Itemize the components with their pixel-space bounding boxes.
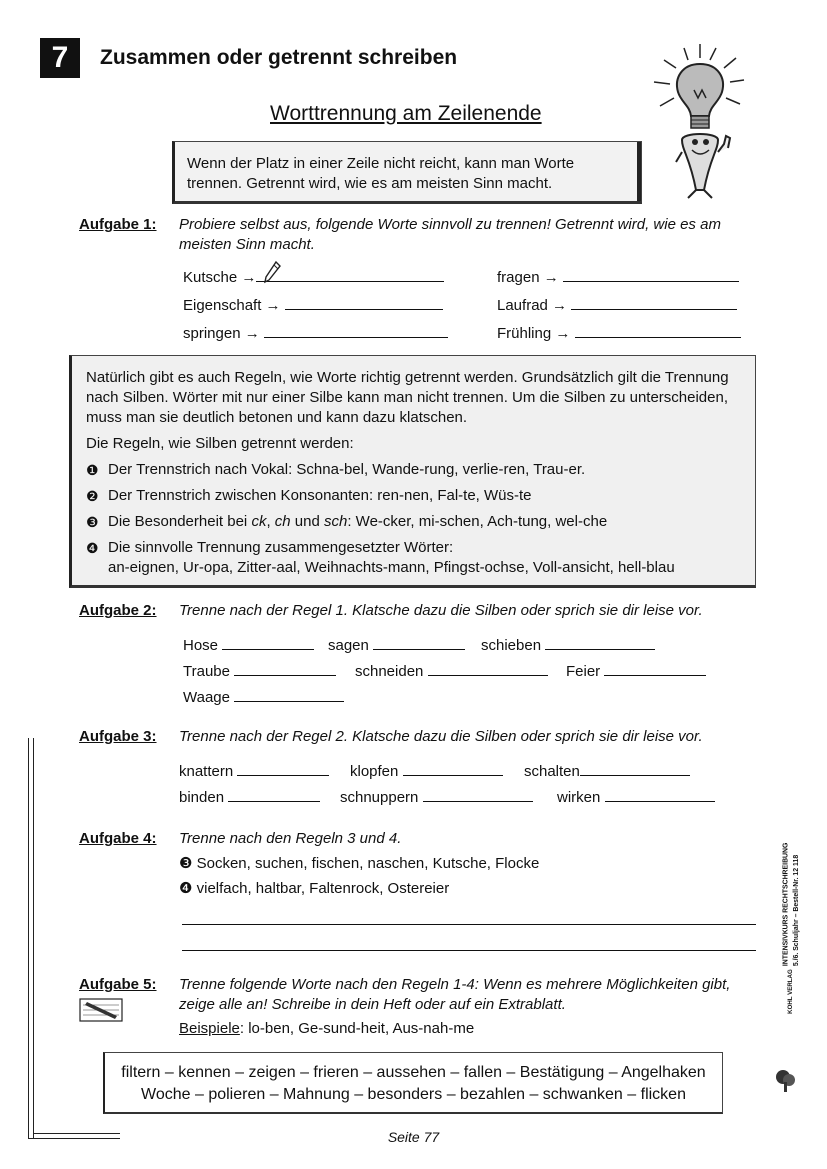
task-word: knattern xyxy=(179,761,329,780)
answer-line[interactable] xyxy=(563,267,739,282)
rules-box xyxy=(69,355,756,588)
answer-line[interactable] xyxy=(428,661,548,676)
rule-item: ❸ Die Besonderheit bei ck, ch und sch: We-cker, mi-schen, Ach-tung, wel-che xyxy=(86,513,608,530)
answer-line[interactable] xyxy=(373,635,465,650)
tree-logo-icon xyxy=(772,1068,798,1094)
answer-line[interactable] xyxy=(605,787,715,802)
answer-line[interactable] xyxy=(423,787,533,802)
notebook-icon xyxy=(79,998,123,1022)
rule-item: ❶ Der Trennstrich nach Vokal: Schna-bel, Wande-rung, verlie-ren, Trau-er. xyxy=(86,461,586,478)
task-word: sagen xyxy=(328,635,465,654)
side-imprint xyxy=(772,820,812,1020)
task-word: Hose xyxy=(183,635,314,654)
rules-intro: Natürlich gibt es auch Regeln, wie Worte richtig getrennt werden. Grundsätzlich gilt die Trennung nach Silben. Wörter mit nur einer Silbe kann man nicht trennen. Um die Silben zu unterscheiden, muss man sie deutlich betonen und kann dazu klatschen. xyxy=(86,369,729,426)
frame-line xyxy=(33,738,34,1138)
answer-line[interactable] xyxy=(575,323,741,338)
section-title: Worttrennung am Zeilenende xyxy=(270,102,542,125)
task-word: Waage xyxy=(183,687,344,706)
word-list-line: filtern – kennen – zeigen – frieren – aussehen – fallen – Bestätigung – Angelhaken xyxy=(121,1064,706,1081)
task-word: springen → xyxy=(183,323,448,342)
task-word: schnuppern xyxy=(340,787,533,806)
answer-line[interactable] xyxy=(182,950,756,951)
task-word: Traube xyxy=(183,661,336,680)
frame-line xyxy=(28,738,29,1138)
task-label: Aufgabe 3: xyxy=(79,728,157,745)
task-instruction: Trenne folgende Worte nach den Regeln 1-4: Wenn es mehrere Möglichkeiten gibt, zeige alle an! Schreibe in dein Heft oder auf ein Extrablatt. xyxy=(179,976,731,1013)
task-word: klopfen xyxy=(350,761,503,780)
rule-item: ❷ Der Trennstrich zwischen Konsonanten: ren-nen, Fal-te, Wüs-te xyxy=(86,487,532,504)
task-label: Aufgabe 1: xyxy=(79,216,157,233)
task-label: Aufgabe 2: xyxy=(79,602,157,619)
task-label: Aufgabe 5: xyxy=(79,976,157,993)
answer-line[interactable] xyxy=(264,323,448,338)
rules-heading: Die Regeln, wie Silben getrennt werden: xyxy=(86,435,354,452)
answer-line[interactable] xyxy=(234,661,336,676)
task-word: schneiden xyxy=(355,661,548,680)
task-word: Laufrad → xyxy=(497,295,737,314)
task-word: schalten xyxy=(524,761,690,780)
task-word: Frühling → xyxy=(497,323,741,342)
series-title: INTENSIVKURS RECHTSCHREIBUNG xyxy=(782,842,790,967)
answer-line[interactable] xyxy=(604,661,706,676)
task-instruction: Probiere selbst aus, folgende Worte sinnvoll zu trennen! Getrennt wird, wie es am meisten Sinn macht. xyxy=(179,216,721,253)
task-instruction: Trenne nach der Regel 1. Klatsche dazu die Silben oder sprich sie dir leise vor. xyxy=(179,602,703,619)
examples: Beispiele: lo-ben, Ge-sund-heit, Aus-nah-me xyxy=(179,1020,475,1037)
answer-line[interactable] xyxy=(222,635,314,650)
answer-line[interactable] xyxy=(571,295,737,310)
answer-line[interactable] xyxy=(228,787,320,802)
task-word: wirken xyxy=(557,787,715,806)
publisher-logo: KOHL VERLAG xyxy=(787,969,794,1014)
task-word: Feier xyxy=(566,661,706,680)
task-label: Aufgabe 4: xyxy=(79,830,157,847)
task-word: Kutsche → xyxy=(183,267,444,286)
word-list-line: Woche – polieren – Mahnung – besonders – bezahlen – schwanken – flicken xyxy=(141,1086,686,1103)
task-word: binden xyxy=(179,787,320,806)
task-word: Eigenschaft → xyxy=(183,295,443,314)
page-title: Zusammen oder getrennt schreiben xyxy=(100,46,458,69)
page-number: Seite 77 xyxy=(387,1129,440,1145)
answer-line[interactable] xyxy=(182,924,756,925)
answer-line[interactable] xyxy=(403,761,503,776)
answer-line[interactable] xyxy=(580,761,690,776)
order-number: 5./6. Schuljahr – Bestell-Nr. 12 118 xyxy=(793,854,801,967)
task-word: fragen → xyxy=(497,267,739,286)
lightbulb-mascot-icon xyxy=(648,40,748,205)
intro-box: Wenn der Platz in einer Zeile nicht reicht, kann man Worte trennen. Getrennt wird, wie es am meisten Sinn macht. xyxy=(172,141,642,204)
task-instruction: Trenne nach den Regeln 3 und 4. xyxy=(179,830,402,847)
task-line: ❸ Socken, suchen, fischen, naschen, Kutsche, Flocke xyxy=(179,855,540,872)
task-instruction: Trenne nach der Regel 2. Klatsche dazu die Silben oder sprich sie dir leise vor. xyxy=(179,728,703,745)
answer-line[interactable] xyxy=(285,295,443,310)
answer-line[interactable] xyxy=(234,687,344,702)
answer-line[interactable] xyxy=(545,635,655,650)
answer-line[interactable] xyxy=(237,761,329,776)
chapter-number: 7 xyxy=(40,38,80,78)
rule-item: ❹ Die sinnvolle Trennung zusammengesetzter Wörter: an-eignen, Ur-opa, Zitter-aal, Weihnachts-mann, Pfingst-ochse, Voll-ansicht, hell-blau xyxy=(86,539,675,576)
pencil-icon xyxy=(262,260,282,286)
task-word: schieben xyxy=(481,635,655,654)
word-box xyxy=(103,1052,723,1114)
answer-line[interactable] xyxy=(256,267,444,282)
task-line: ❹ vielfach, haltbar, Faltenrock, Ostereier xyxy=(179,880,450,897)
